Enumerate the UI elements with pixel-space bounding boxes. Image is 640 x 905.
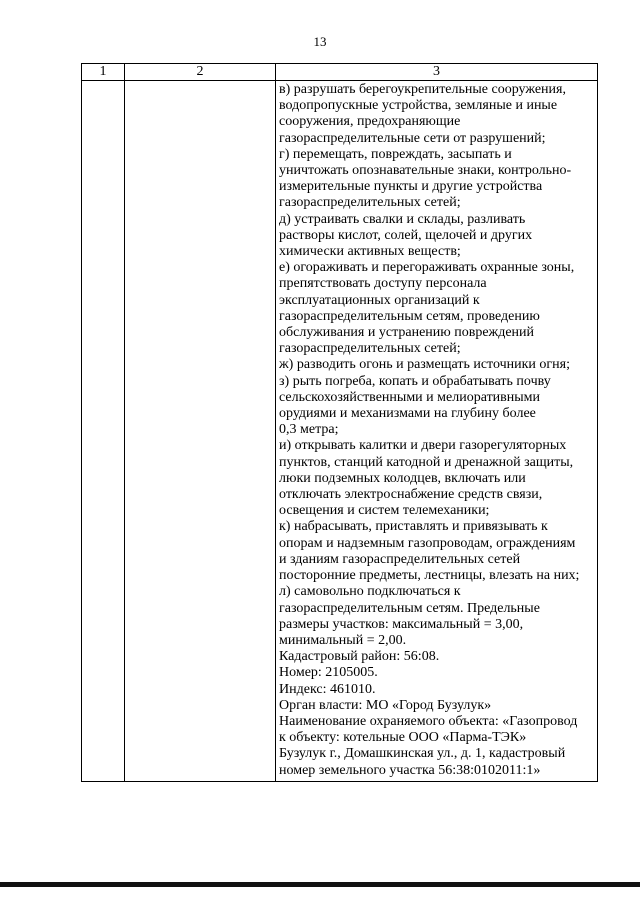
table-row (82, 81, 598, 782)
text-line: е) огораживать и перегораживать охранные зоны, (279, 260, 575, 276)
text-line: сельскохозяйственными и мелиоративными (279, 389, 541, 405)
text-line: посторонние предметы, лестницы, влезать на них; (279, 568, 580, 584)
column-header-1: 1 (82, 64, 125, 81)
text-line: и) открывать калитки и двери газорегуляторных (279, 438, 567, 454)
column-header-3: 3 (276, 64, 598, 81)
text-line: газораспределительным сетям, проведению (279, 308, 540, 324)
text-line: пунктов, станций катодной и дренажной защиты, (279, 454, 574, 470)
text-line: опорам и надземным газопроводам, ограждениям (279, 535, 576, 551)
text-line: минимальный = 2,00. (279, 632, 407, 648)
text-line: л) самовольно подключаться к (279, 584, 461, 600)
text-line: эксплуатационных организаций к (279, 292, 480, 308)
text-line: в) разрушать берегоукрепительные сооружения, (279, 82, 566, 97)
text-line: 0,3 метра; (279, 422, 339, 438)
text-line: препятствовать доступу персонала (279, 276, 487, 292)
cell-column-3 (276, 81, 598, 782)
column-header-2: 2 (125, 64, 276, 81)
text-line: Орган власти: МО «Город Бузулук» (279, 697, 492, 713)
cell-column-1 (82, 81, 125, 782)
text-line: газораспределительные сети от разрушений; (279, 130, 546, 146)
text-line: уничтожать опознавательные знаки, контрольно- (279, 163, 572, 179)
text-line: газораспределительных сетей; (279, 195, 461, 211)
text-line: Кадастровый район: 56:08. (279, 649, 440, 665)
text-line: растворы кислот, солей, щелочей и других (279, 227, 533, 243)
text-line: газораспределительным сетям. Предельные (279, 600, 540, 616)
table-header-row (82, 64, 598, 81)
text-line: сооружения, предохраняющие (279, 114, 461, 130)
text-line: г) перемещать, повреждать, засыпать и (279, 146, 512, 162)
text-line: орудиями и механизмами на глубину более (279, 406, 536, 422)
text-line: номер земельного участка 56:38:0102011:1» (279, 762, 541, 778)
text-line: ж) разводить огонь и размещать источники огня; (279, 357, 570, 373)
bottom-rule (0, 882, 640, 887)
text-line: Бузулук г., Домашкинская ул., д. 1, кадастровый (279, 746, 566, 762)
text-line: д) устраивать свалки и склады, разливать (279, 211, 526, 227)
text-line: обслуживания и устранению повреждений (279, 325, 535, 341)
text-line: измерительные пункты и другие устройства (279, 179, 543, 195)
text-line: газораспределительных сетей; (279, 341, 461, 357)
text-line: отключать электроснабжение средств связи, (279, 487, 543, 503)
text-line: люки подземных колодцев, включать или (279, 470, 526, 486)
document-table (81, 63, 598, 782)
text-line: размеры участков: максимальный = 3,00, (279, 616, 524, 632)
text-line: з) рыть погреба, копать и обрабатывать почву (279, 373, 551, 389)
text-line: Индекс: 461010. (279, 681, 376, 697)
text-line: освещения и систем телемеханики; (279, 503, 490, 519)
text-line: водопропускные устройства, земляные и иные (279, 98, 558, 114)
cell-column-2 (125, 81, 276, 782)
text-line: химически активных веществ; (279, 244, 461, 260)
text-line: и зданиям газораспределительных сетей (279, 551, 521, 567)
text-line: Наименование охраняемого объекта: «Газопровод (279, 713, 578, 729)
text-line: Номер: 2105005. (279, 665, 378, 681)
text-line: к) набрасывать, приставлять и привязывать к (279, 519, 548, 535)
page-number: 13 (313, 34, 327, 49)
text-line: к объекту: котельные ООО «Парма-ТЭК» (279, 730, 527, 746)
